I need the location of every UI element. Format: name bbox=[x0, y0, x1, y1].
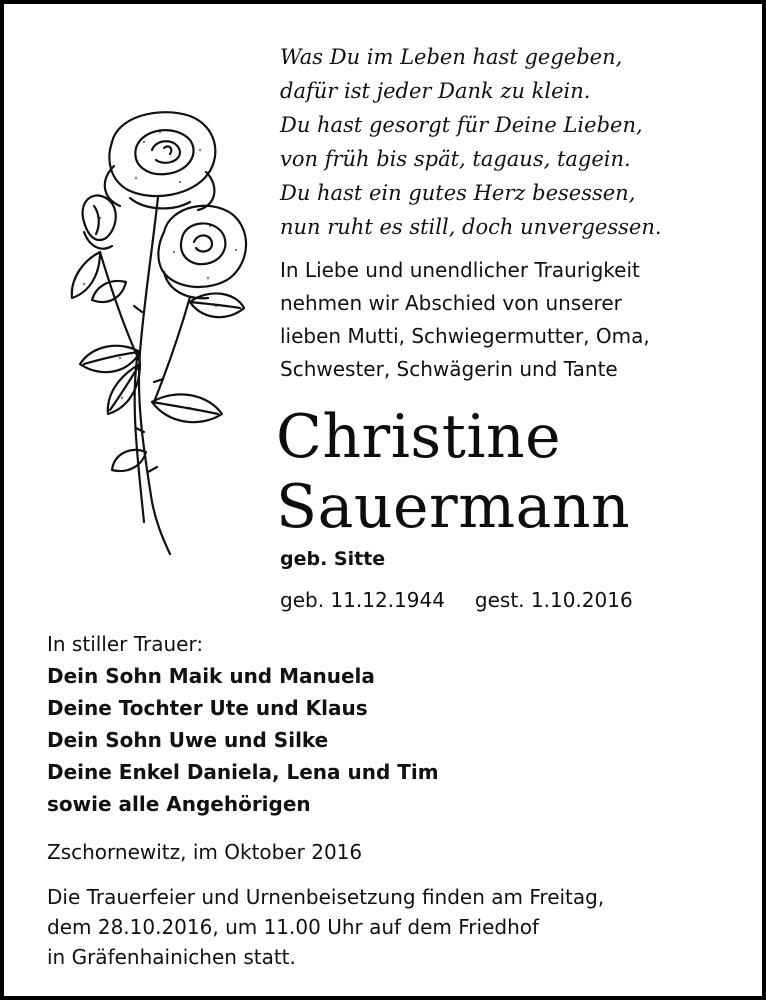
farewell-text bbox=[280, 254, 750, 386]
mourner-entry: Dein Sohn Uwe und Silke bbox=[47, 728, 329, 752]
farewell-line: Schwester, Schwägerin und Tante bbox=[280, 357, 618, 381]
poem-line: nun ruht es still, doch unvergessen. bbox=[280, 215, 662, 239]
rose-illustration bbox=[40, 102, 260, 562]
deceased-name bbox=[276, 402, 756, 542]
poem-line: Du hast ein gutes Herz besessen, bbox=[280, 181, 636, 205]
maiden-name: geb. Sitte bbox=[280, 548, 386, 570]
birth-date: geb. 11.12.1944 bbox=[280, 588, 445, 612]
funeral-line: dem 28.10.2016, um 11.00 Uhr auf dem Friedhof bbox=[47, 915, 540, 939]
poem bbox=[280, 40, 750, 244]
mourners bbox=[47, 628, 747, 820]
poem-line: Was Du im Leben hast gegeben, bbox=[280, 45, 623, 69]
place-date: Zschornewitz, im Oktober 2016 bbox=[47, 840, 363, 864]
mourner-entry: Deine Tochter Ute und Klaus bbox=[47, 696, 368, 720]
poem-line: Du hast gesorgt für Deine Lieben, bbox=[280, 113, 643, 137]
first-name: Christine bbox=[276, 402, 562, 472]
funeral-line: Die Trauerfeier und Urnenbeisetzung finden am Freitag, bbox=[47, 885, 605, 909]
mourner-entry: Dein Sohn Maik und Manuela bbox=[47, 664, 375, 688]
mourners-list bbox=[47, 660, 747, 820]
farewell-line: In Liebe und unendlicher Traurigkeit bbox=[280, 258, 640, 282]
poem-line: von früh bis spät, tagaus, tagein. bbox=[280, 147, 631, 171]
death-date: gest. 1.10.2016 bbox=[474, 588, 633, 612]
mourner-entry: Deine Enkel Daniela, Lena und Tim bbox=[47, 760, 439, 784]
last-name: Sauermann bbox=[276, 472, 631, 542]
poem-line: dafür ist jeder Dank zu klein. bbox=[280, 79, 591, 103]
mourner-entry: sowie alle Angehörigen bbox=[47, 792, 311, 816]
funeral-notice bbox=[47, 882, 747, 972]
funeral-line: in Gräfenhainichen statt. bbox=[47, 945, 296, 969]
mourners-heading: In stiller Trauer: bbox=[47, 632, 204, 656]
farewell-line: nehmen wir Abschied von unserer bbox=[280, 291, 622, 315]
farewell-line: lieben Mutti, Schwiegermutter, Oma, bbox=[280, 324, 650, 348]
life-dates bbox=[280, 588, 633, 612]
